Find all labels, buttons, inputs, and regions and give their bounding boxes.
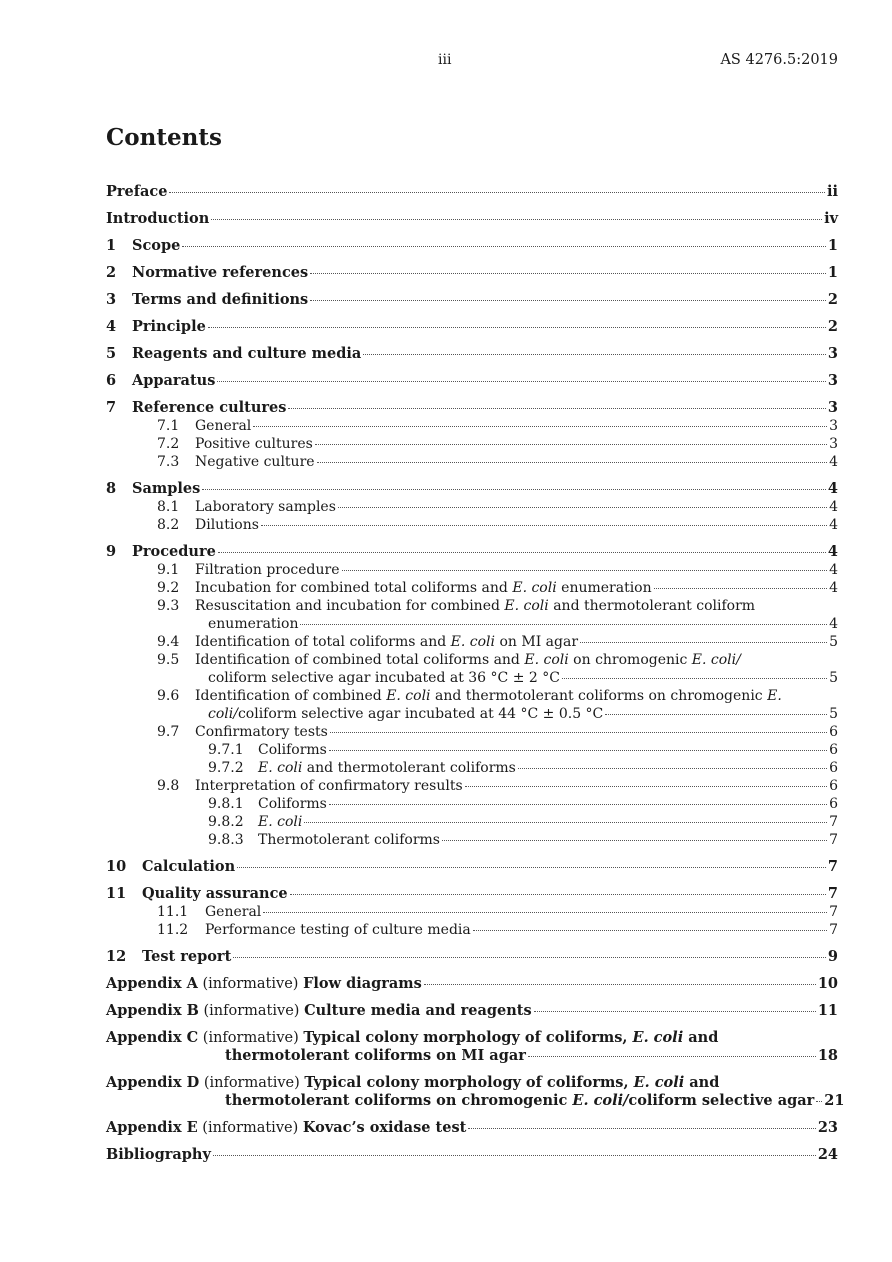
toc-entry-text-block	[195, 651, 838, 687]
toc-entry-text: coliform selective agar incubated at 44 °C ± 0.5 °C	[237, 706, 604, 722]
toc-entry-s9_8_3[interactable]	[106, 831, 838, 849]
leader-dots	[342, 570, 828, 571]
toc-entry-page: 7	[827, 858, 838, 875]
leader-dots	[233, 957, 826, 958]
appendix-title-italic: E. coli/	[572, 1092, 629, 1109]
toc-entry-text: Thermotolerant coliforms	[258, 832, 440, 848]
toc-appendix-5[interactable]	[106, 1146, 838, 1164]
toc-entry-title	[195, 579, 652, 597]
toc-entry-number: 9.3	[157, 598, 180, 614]
toc-entry-page: 6	[829, 724, 838, 740]
leader-dots	[310, 273, 826, 274]
toc-entry-text: enumeration	[556, 580, 652, 596]
toc-entry-line-2	[195, 669, 838, 687]
toc-entry-text: Reference cultures	[132, 399, 287, 416]
toc-entry-page: 9	[827, 948, 838, 965]
toc-entry-title	[205, 903, 261, 921]
leader-dots	[330, 732, 827, 733]
toc-entry-s9_4[interactable]	[106, 633, 838, 651]
toc-entry-italic: E. coli	[386, 688, 431, 704]
leader-dots	[468, 1128, 816, 1129]
toc-entry-number: 7.2	[157, 436, 180, 452]
toc-appendix-line-2	[106, 1092, 845, 1110]
toc-entry-text: enumeration	[208, 616, 299, 632]
toc-entry-page: 3	[829, 418, 838, 434]
toc-entry-title	[132, 318, 206, 336]
toc-entry-title	[132, 291, 308, 309]
appendix-page: 11	[817, 1002, 838, 1019]
appendix-informative: (informative)	[198, 1003, 305, 1019]
toc-entry-number: 2	[106, 264, 117, 281]
toc-entry-title	[106, 210, 209, 228]
toc-entry-title	[195, 561, 340, 579]
appendix-label: Appendix B	[106, 1002, 199, 1019]
toc-entry-italic: E. coli/	[691, 652, 741, 668]
toc-entry-number: 9.6	[157, 688, 180, 704]
toc-entry-number: 9.8	[157, 778, 180, 794]
toc-entry-text: and thermotolerant coliform	[548, 598, 756, 614]
leader-dots	[317, 462, 828, 463]
leader-dots	[534, 1011, 816, 1012]
toc-entry-preface[interactable]	[106, 183, 838, 201]
toc-entry-page: 7	[829, 814, 838, 830]
toc-entry-line-2	[195, 705, 838, 723]
toc-entry-page: 3	[827, 345, 838, 362]
toc-entry-page: 3	[827, 372, 838, 389]
appendix-continuation	[106, 1047, 526, 1065]
toc-entry-s9_8_2[interactable]	[106, 813, 838, 831]
toc-entry-page: 6	[829, 760, 838, 776]
toc-entry-text: Identification of combined	[195, 688, 387, 704]
toc-entry-text: Filtration procedure	[195, 562, 340, 578]
toc-entry-text: on chromogenic	[568, 652, 692, 668]
leader-dots	[169, 192, 825, 193]
leader-dots	[605, 714, 827, 715]
toc-entry-line-1	[195, 651, 838, 669]
leader-dots	[315, 444, 827, 445]
leader-dots	[338, 507, 827, 508]
toc-appendix-title	[106, 1002, 532, 1020]
toc-entry-s12[interactable]	[106, 948, 838, 966]
toc-entry-page: 4	[829, 499, 838, 515]
toc-entry-text: Negative culture	[195, 454, 315, 470]
toc-entry-title	[195, 453, 315, 471]
toc-entry-number: 9	[106, 543, 117, 560]
toc-appendix-line-2	[106, 1047, 838, 1065]
toc-entry-line-2	[195, 615, 838, 633]
leader-dots	[562, 678, 827, 679]
toc-entry-title	[142, 858, 235, 876]
leader-dots	[363, 354, 826, 355]
appendix-title: and	[683, 1029, 719, 1046]
appendix-page: 24	[817, 1146, 838, 1163]
toc-entry-title	[132, 237, 180, 255]
toc-entry-continuation	[195, 669, 560, 687]
toc-appendix-text-block	[106, 1029, 838, 1065]
leader-dots	[654, 588, 827, 589]
toc-entry-text: Quality assurance	[142, 885, 288, 902]
toc-entry-page: 4	[829, 616, 838, 632]
toc-entry-text: Introduction	[106, 210, 210, 227]
toc-entry-text: Preface	[106, 183, 168, 200]
toc-entry-italic: E. coli	[258, 760, 303, 776]
toc-entry-title	[258, 813, 302, 831]
toc-entry-page: 5	[829, 670, 838, 686]
toc-entry-title	[132, 264, 308, 282]
toc-entry-number: 9.8.1	[208, 796, 244, 812]
toc-entry-number: 9.4	[157, 634, 180, 650]
leader-dots	[263, 912, 827, 913]
appendix-title: Flow diagrams	[303, 975, 422, 992]
toc-entry-text: Procedure	[132, 543, 216, 560]
toc-entry-text: and thermotolerant coliforms	[302, 760, 516, 776]
toc-entry-number: 9.7.1	[208, 742, 244, 758]
toc-entry-s9_8[interactable]	[106, 777, 838, 795]
toc-entry-s9_7_1[interactable]	[106, 741, 838, 759]
leader-dots	[816, 1101, 822, 1102]
leader-dots	[473, 930, 827, 931]
toc-entry-s6[interactable]	[106, 372, 838, 390]
appendix-informative: (informative)	[198, 1030, 304, 1046]
toc-entry-text: Incubation for combined total coliforms and	[195, 580, 513, 596]
toc-entry-text: Calculation	[142, 858, 236, 875]
toc-appendix-title	[106, 1146, 211, 1164]
toc-entry-page: 4	[829, 580, 838, 596]
toc-entry-italic: E. coli	[512, 580, 557, 596]
toc-entry-italic: E. coli	[258, 814, 303, 830]
toc-entry-number: 3	[106, 291, 117, 308]
toc-entry-number: 1	[106, 237, 117, 254]
leader-dots	[304, 822, 827, 823]
toc-entry-page: 1	[827, 237, 838, 254]
leader-dots	[288, 408, 826, 409]
toc-entry-page: 7	[829, 904, 838, 920]
toc-entry-title	[132, 399, 286, 417]
appendix-page: 21	[824, 1092, 845, 1109]
toc-entry-italic: E. coli	[504, 598, 549, 614]
toc-entry-page: ii	[826, 183, 838, 200]
toc-entry-title	[195, 723, 328, 741]
toc-entry-number: 9.8.2	[208, 814, 244, 830]
appendix-title: Typical colony morphology of coliforms,	[303, 1029, 633, 1046]
toc-entry-s9_2[interactable]	[106, 579, 838, 597]
toc-appendix-text-block	[106, 1074, 845, 1110]
appendix-title: thermotolerant coliforms on chromogenic	[225, 1092, 573, 1109]
toc-entry-s9_7[interactable]	[106, 723, 838, 741]
toc-entry-number: 11.2	[157, 922, 189, 938]
toc-entry-number: 10	[106, 858, 127, 875]
toc-entry-page: 2	[827, 291, 838, 308]
appendix-label: Appendix C	[106, 1029, 199, 1046]
header-standard-number: AS 4276.5:2019	[720, 52, 838, 68]
toc-entry-continuation	[195, 705, 603, 723]
appendix-title: Typical colony morphology of coliforms,	[304, 1074, 634, 1091]
toc-entry-title	[132, 543, 216, 561]
appendix-page: 18	[817, 1047, 838, 1064]
toc-entry-continuation	[195, 615, 298, 633]
toc-entry-page: 5	[829, 634, 838, 650]
appendix-title-italic: E. coli	[632, 1029, 684, 1046]
appendix-label: Appendix A	[106, 975, 198, 992]
appendix-title: and	[684, 1074, 720, 1091]
toc-entry-s9_5[interactable]	[106, 651, 838, 687]
toc-entry-page: 6	[829, 778, 838, 794]
leader-dots	[528, 1056, 816, 1057]
toc-entry-text: Normative references	[132, 264, 309, 281]
toc-entry-s5[interactable]	[106, 345, 838, 363]
toc-entry-number: 9.7	[157, 724, 180, 740]
toc-entry-text: Laboratory samples	[195, 499, 336, 515]
appendix-label: Bibliography	[106, 1146, 211, 1163]
toc-appendix-line-1	[106, 1029, 838, 1047]
toc-entry-page: 4	[829, 517, 838, 533]
toc-entry-title	[258, 741, 327, 759]
leader-dots	[518, 768, 827, 769]
toc-entry-page: 4	[827, 543, 838, 560]
appendix-continuation	[106, 1092, 814, 1110]
leader-dots	[329, 750, 827, 751]
toc-appendix-title	[106, 975, 422, 993]
toc-entry-italic: E. coli	[524, 652, 569, 668]
toc-entry-text: General	[195, 418, 252, 434]
toc-entry-text: Positive cultures	[195, 436, 313, 452]
toc-entry-text: Interpretation of confirmatory results	[195, 778, 463, 794]
toc-entry-number: 8	[106, 480, 117, 497]
toc-entry-number: 9.7.2	[208, 760, 244, 776]
leader-dots	[442, 840, 827, 841]
toc-entry-title	[132, 345, 361, 363]
toc-entry-s4[interactable]	[106, 318, 838, 336]
toc-entry-s11_1[interactable]	[106, 903, 838, 921]
toc-entry-text: Identification of total coliforms and	[195, 634, 451, 650]
toc-entry-text: Resuscitation and incubation for combined	[195, 598, 505, 614]
toc-entry-number: 7.1	[157, 418, 180, 434]
appendix-title: Culture media and reagents	[304, 1002, 532, 1019]
toc-entry-s7_1[interactable]	[106, 417, 838, 435]
appendix-label: Appendix E	[106, 1119, 198, 1136]
toc-entry-number: 5	[106, 345, 117, 362]
toc-entry-page: 6	[829, 742, 838, 758]
toc-entry-s1[interactable]	[106, 237, 838, 255]
toc-appendix-4[interactable]	[106, 1119, 838, 1137]
toc-entry-title	[142, 948, 231, 966]
toc-entry-title	[205, 921, 471, 939]
toc-entry-title	[258, 759, 516, 777]
leader-dots	[213, 1155, 816, 1156]
toc-entry-title	[195, 498, 336, 516]
toc-entry-number: 4	[106, 318, 117, 335]
appendix-title: Kovac’s oxidase test	[302, 1119, 467, 1136]
toc-entry-title	[258, 795, 327, 813]
toc-entry-text: Terms and definitions	[132, 291, 309, 308]
toc-entry-text: Scope	[132, 237, 181, 254]
toc-entry-s9_1[interactable]	[106, 561, 838, 579]
toc-entry-page: 6	[829, 796, 838, 812]
leader-dots	[211, 219, 822, 220]
toc-entry-number: 11	[106, 885, 127, 902]
toc-entry-text: Principle	[132, 318, 206, 335]
toc-entry-text: coliform selective agar incubated at 36 °C ± 2 °C	[208, 670, 560, 686]
toc-entry-page: 2	[827, 318, 838, 335]
toc-entry-page: 5	[829, 706, 838, 722]
appendix-page: 10	[817, 975, 838, 992]
toc-entry-text: and thermotolerant coliforms on chromogenic	[430, 688, 768, 704]
appendix-title: coliform selective agar	[628, 1092, 815, 1109]
toc-entry-number: 9.2	[157, 580, 180, 596]
toc-entry-title	[106, 183, 167, 201]
toc-entry-number: 9.8.3	[208, 832, 244, 848]
toc-entry-italic: E. coli	[450, 634, 496, 650]
toc-entry-s9[interactable]	[106, 543, 838, 561]
toc-appendix-0[interactable]	[106, 975, 838, 993]
appendix-informative: (informative)	[197, 976, 304, 992]
toc-entry-s7_3[interactable]	[106, 453, 838, 471]
toc-entry-title	[142, 885, 288, 903]
leader-dots	[182, 246, 826, 247]
leader-dots	[261, 525, 827, 526]
toc-entry-text: Coliforms	[258, 742, 327, 758]
toc-appendix-2[interactable]	[106, 1029, 838, 1065]
toc-entry-number: 7.3	[157, 454, 180, 470]
toc-entry-page: 7	[827, 885, 838, 902]
toc-entry-text-block	[195, 597, 838, 633]
toc-entry-s11_2[interactable]	[106, 921, 838, 939]
toc-entry-s9_8_1[interactable]	[106, 795, 838, 813]
toc-entry-page: 3	[827, 399, 838, 416]
appendix-title-italic: E. coli	[633, 1074, 685, 1091]
toc-entry-number: 9.5	[157, 652, 180, 668]
toc-entry-page: 7	[829, 832, 838, 848]
toc-entry-text: on MI agar	[495, 634, 579, 650]
toc-entry-page: 3	[829, 436, 838, 452]
toc-entry-page: iv	[824, 210, 838, 227]
toc-entry-text: Performance testing of culture media	[205, 922, 471, 938]
toc-entry-italic: E.	[767, 688, 782, 704]
leader-dots	[465, 786, 827, 787]
toc-entry-page: 4	[829, 562, 838, 578]
toc-entry-text: Dilutions	[195, 517, 259, 533]
leader-dots	[290, 894, 826, 895]
toc-entry-text: Test report	[142, 948, 232, 965]
toc-entry-line-1	[195, 687, 838, 705]
appendix-informative: (informative)	[197, 1120, 303, 1136]
table-of-contents	[106, 174, 845, 1164]
toc-entry-text: Coliforms	[258, 796, 327, 812]
toc-entry-text: General	[205, 904, 262, 920]
toc-appendix-line-1	[106, 1074, 838, 1092]
toc-entry-page: 1	[827, 264, 838, 281]
toc-entry-text: Identification of combined total coliforms and	[195, 652, 525, 668]
toc-entry-text-block	[195, 687, 838, 723]
appendix-title: thermotolerant coliforms on MI agar	[225, 1047, 526, 1064]
toc-entry-s9_3[interactable]	[106, 597, 838, 633]
toc-entry-title	[195, 435, 313, 453]
toc-entry-title	[195, 633, 578, 651]
toc-entry-number: 11.1	[157, 904, 189, 920]
toc-entry-text: Reagents and culture media	[132, 345, 362, 362]
leader-dots	[580, 642, 827, 643]
toc-entry-s8[interactable]	[106, 480, 838, 498]
leader-dots	[218, 552, 826, 553]
toc-entry-s11[interactable]	[106, 885, 838, 903]
leader-dots	[237, 867, 826, 868]
toc-entry-number: 7	[106, 399, 117, 416]
toc-entry-s3[interactable]	[106, 291, 838, 309]
toc-entry-number: 8.1	[157, 499, 180, 515]
toc-appendix-1[interactable]	[106, 1002, 838, 1020]
toc-appendix-title	[106, 1119, 466, 1137]
toc-entry-s9_7_2[interactable]	[106, 759, 838, 777]
toc-entry-text: Apparatus	[132, 372, 216, 389]
toc-entry-text: Confirmatory tests	[195, 724, 328, 740]
leader-dots	[253, 426, 827, 427]
toc-entry-s7[interactable]	[106, 399, 838, 417]
toc-entry-intro[interactable]	[106, 210, 838, 228]
toc-entry-number: 12	[106, 948, 127, 965]
toc-entry-line-1	[195, 597, 838, 615]
toc-entry-number: 9.1	[157, 562, 180, 578]
toc-entry-page: 4	[829, 454, 838, 470]
toc-entry-s7_2[interactable]	[106, 435, 838, 453]
page-title: Contents	[106, 124, 222, 151]
leader-dots	[310, 300, 826, 301]
toc-entry-s10[interactable]	[106, 858, 838, 876]
leader-dots	[424, 984, 816, 985]
toc-entry-italic: coli/	[208, 706, 238, 722]
toc-entry-s8_1[interactable]	[106, 498, 838, 516]
toc-entry-title	[195, 777, 463, 795]
header-page-number: iii	[438, 52, 452, 68]
toc-entry-page: 7	[829, 922, 838, 938]
toc-entry-title	[132, 372, 215, 390]
leader-dots	[217, 381, 826, 382]
toc-entry-number: 8.2	[157, 517, 180, 533]
leader-dots	[329, 804, 827, 805]
toc-entry-text: Samples	[132, 480, 201, 497]
appendix-label: Appendix D	[106, 1074, 200, 1091]
toc-entry-s8_2[interactable]	[106, 516, 838, 534]
toc-entry-number: 6	[106, 372, 117, 389]
toc-entry-page: 4	[827, 480, 838, 497]
appendix-informative: (informative)	[199, 1075, 305, 1091]
appendix-page: 23	[817, 1119, 838, 1136]
toc-entry-title	[132, 480, 200, 498]
toc-entry-title	[195, 417, 251, 435]
toc-entry-s9_6[interactable]	[106, 687, 838, 723]
toc-entry-title	[258, 831, 440, 849]
toc-entry-s2[interactable]	[106, 264, 838, 282]
toc-appendix-3[interactable]	[106, 1074, 845, 1110]
leader-dots	[208, 327, 826, 328]
leader-dots	[202, 489, 826, 490]
toc-entry-title	[195, 516, 259, 534]
leader-dots	[300, 624, 827, 625]
